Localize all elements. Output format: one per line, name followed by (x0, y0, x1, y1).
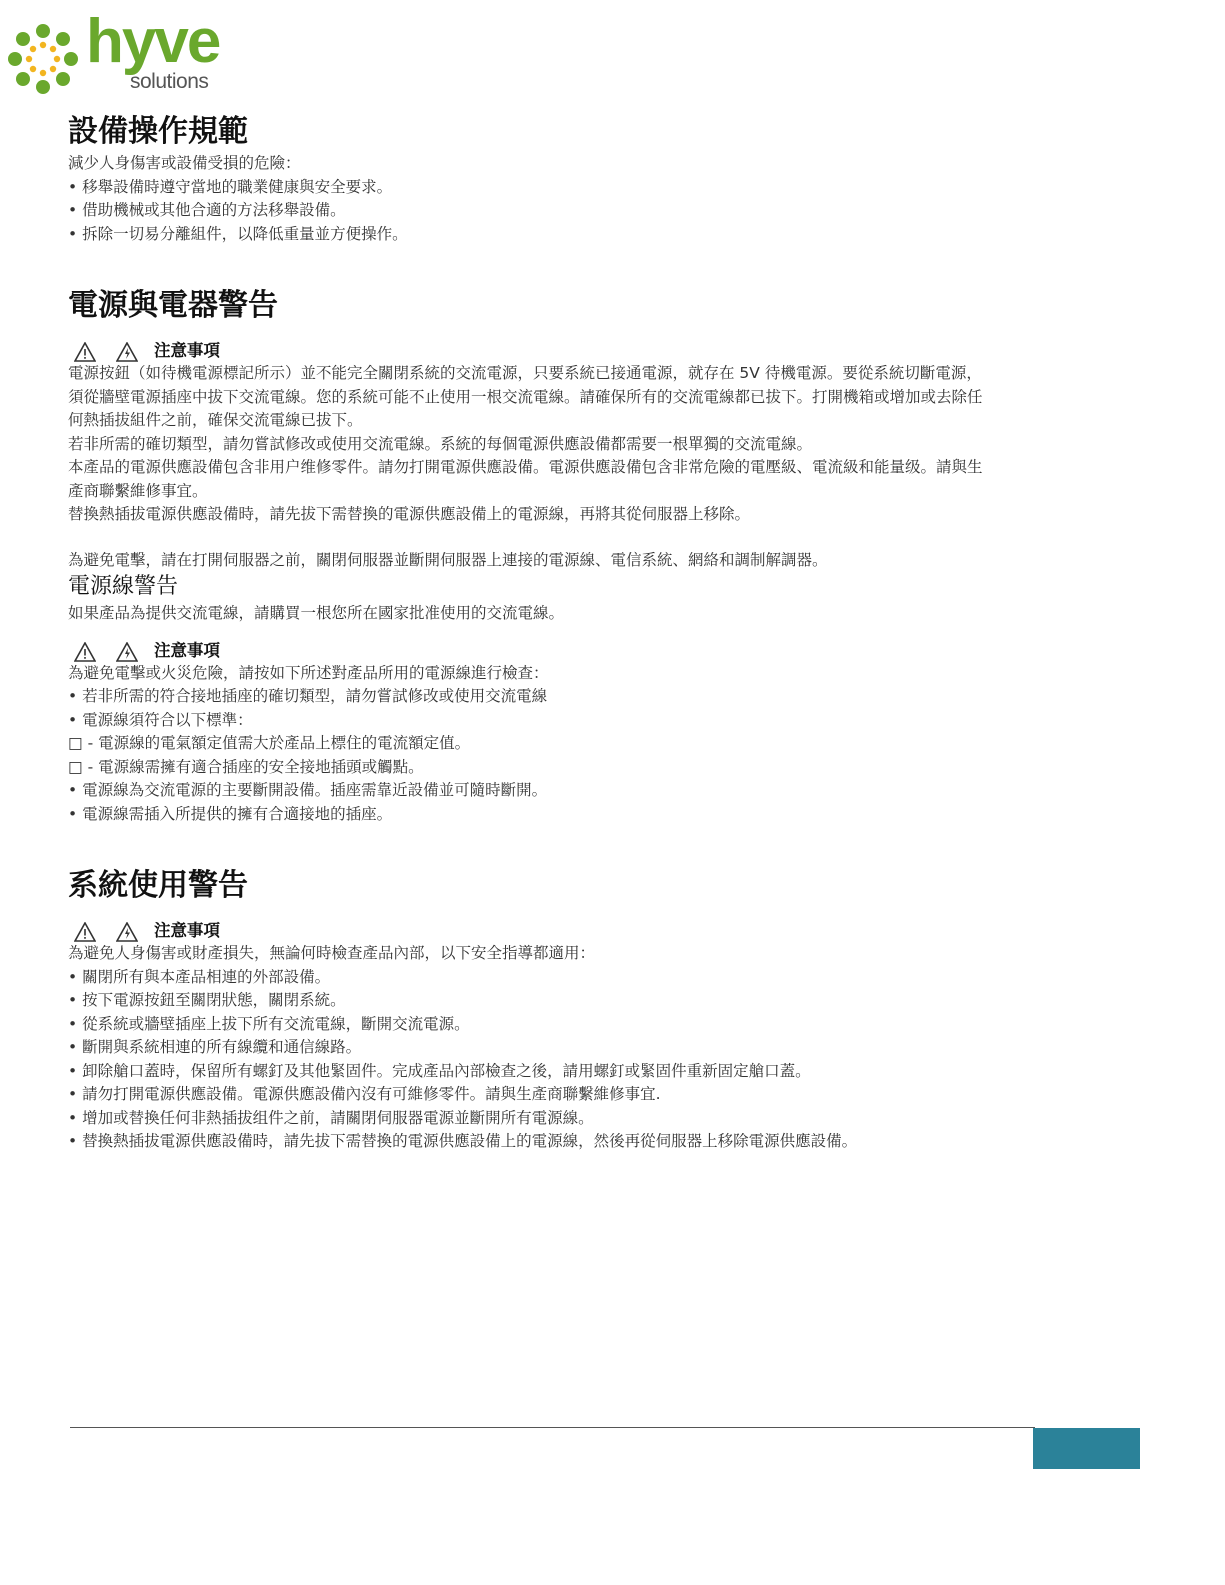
flower-logo-icon (6, 22, 80, 96)
warning-triangle-icon (74, 342, 96, 362)
electric-hazard-icon (116, 342, 138, 362)
section-title-system: 系統使用警告 (68, 868, 248, 903)
hyve-logo (6, 7, 236, 100)
caution-label: 注意事項 (154, 640, 220, 660)
caution-label: 注意事項 (154, 341, 220, 360)
list-item: • 卸除艙口蓋時，保留所有螺釘及其他緊固件。完成產品內部檢查之後，請用螺釘或緊固件重新固定艙口蓋。 (68, 1061, 811, 1080)
list-item: • 關閉所有與本產品相連的外部設備。 (68, 967, 331, 986)
system-list (68, 966, 988, 1154)
equipment-intro: 減少人身傷害或設備受損的危險： (68, 154, 301, 172)
warning-triangle-icon (74, 922, 96, 942)
list-item: • 替換熱插拔電源供應設備時，請先拔下需替換的電源供應設備上的電源線，然後再從伺服器上移除電源供應設備。 (68, 1132, 858, 1150)
list-item: □ - 電源線需擁有適合插座的安全接地插頭或觸點。 (68, 757, 424, 776)
logo-subtitle: solutions (130, 70, 209, 93)
list-item: • 電源線須符合以下標準： (68, 710, 253, 729)
list-item: • 電源線需插入所提供的擁有合適接地的插座。 (68, 804, 393, 823)
cord-lead: 為避免電擊或火災危險，請按如下所述對產品所用的電源線進行檢查： (68, 663, 549, 682)
caution-header (68, 910, 988, 942)
logo-wordmark: hyve (86, 7, 220, 76)
power-paragraph: 電源按鈕（如待機電源標記所示）並不能完全關閉系統的交流電源，只要系統已接通電源，就存在 5V 待機電源。要從系統切斷電源，須從牆壁電源插座中拔下交流電線。您的系統可能不止使用一根交流電線。請確保所有的交流電線都已拔下。打開機箱或增加或去除任何熱插拔組件之前，確保交流電線已拔下。 (68, 364, 983, 429)
section-title-cord: 電源線警告 (68, 574, 179, 599)
system-lead: 為避免人身傷害或財產損失，無論何時檢查產品內部，以下安全指導都適用： (68, 944, 596, 962)
cord-list (68, 685, 988, 826)
shock-note: 為避免電擊，請在打開伺服器之前，關閉伺服器並斷開伺服器上連接的電源線、電信系統、網絡和調制解調器。 (68, 550, 828, 569)
equipment-list (68, 176, 988, 247)
footer-page-block (1033, 1428, 1140, 1469)
section-title-equipment: 設備操作規範 (68, 114, 248, 149)
list-item: • 斷開與系統相連的所有線纜和通信線路。 (68, 1038, 362, 1056)
electric-hazard-icon (116, 642, 138, 662)
electric-hazard-icon (116, 922, 138, 942)
caution-header (68, 330, 988, 362)
list-item: □ - 電源線的電氣額定值需大於產品上標住的電流額定值。 (68, 734, 471, 752)
list-item: • 電源線為交流電源的主要斷開設備。插座需靠近設備並可隨時斷開。 (68, 781, 548, 799)
caution-header (68, 630, 988, 662)
list-item: • 請勿打開電源供應設備。電源供應設備內沒有可維修零件。請與生產商聯繫維修事宜. (68, 1085, 661, 1103)
footer-divider (70, 1427, 1035, 1428)
cord-intro: 如果產品為提供交流電線，請購買一根您所在國家批准使用的交流電線。 (68, 604, 565, 622)
warning-triangle-icon (74, 642, 96, 662)
list-item: • 增加或替換任何非熱插拔组件之前，請關閉伺服器電源並斷開所有電源線。 (68, 1108, 594, 1127)
list-item: • 移舉設備時遵守當地的職業健康與安全要求。 (68, 177, 393, 196)
document-body (68, 112, 988, 1154)
caution-label: 注意事項 (154, 921, 220, 940)
power-paragraph: 替換熱插拔電源供應設備時，請先拔下需替換的電源供應設備上的電源線，再將其從伺服器上移除。 (68, 505, 751, 523)
power-paragraph: 本產品的電源供應設備包含非用户维修零件。請勿打開電源供應設備。電源供應設備包含非常危險的電壓級、電流級和能量级。請與生產商聯繫維修事宜。 (68, 458, 983, 500)
power-paragraph: 若非所需的確切類型，請勿嘗試修改或使用交流電線。系統的每個電源供應設備都需要一根單獨的交流電線。 (68, 434, 813, 453)
list-item: • 從系統或牆壁插座上拔下所有交流電線，斷開交流電源。 (68, 1014, 470, 1033)
list-item: • 拆除一切易分離組件，以降低重量並方便操作。 (68, 224, 408, 243)
list-item: • 按下電源按鈕至關閉狀態，關閉系統。 (68, 991, 346, 1009)
list-item: • 若非所需的符合接地插座的確切類型，請勿嘗試修改或使用交流電線 (68, 687, 548, 705)
section-title-power: 電源與電器警告 (68, 288, 278, 323)
list-item: • 借助機械或其他合適的方法移舉設備。 (68, 201, 346, 219)
